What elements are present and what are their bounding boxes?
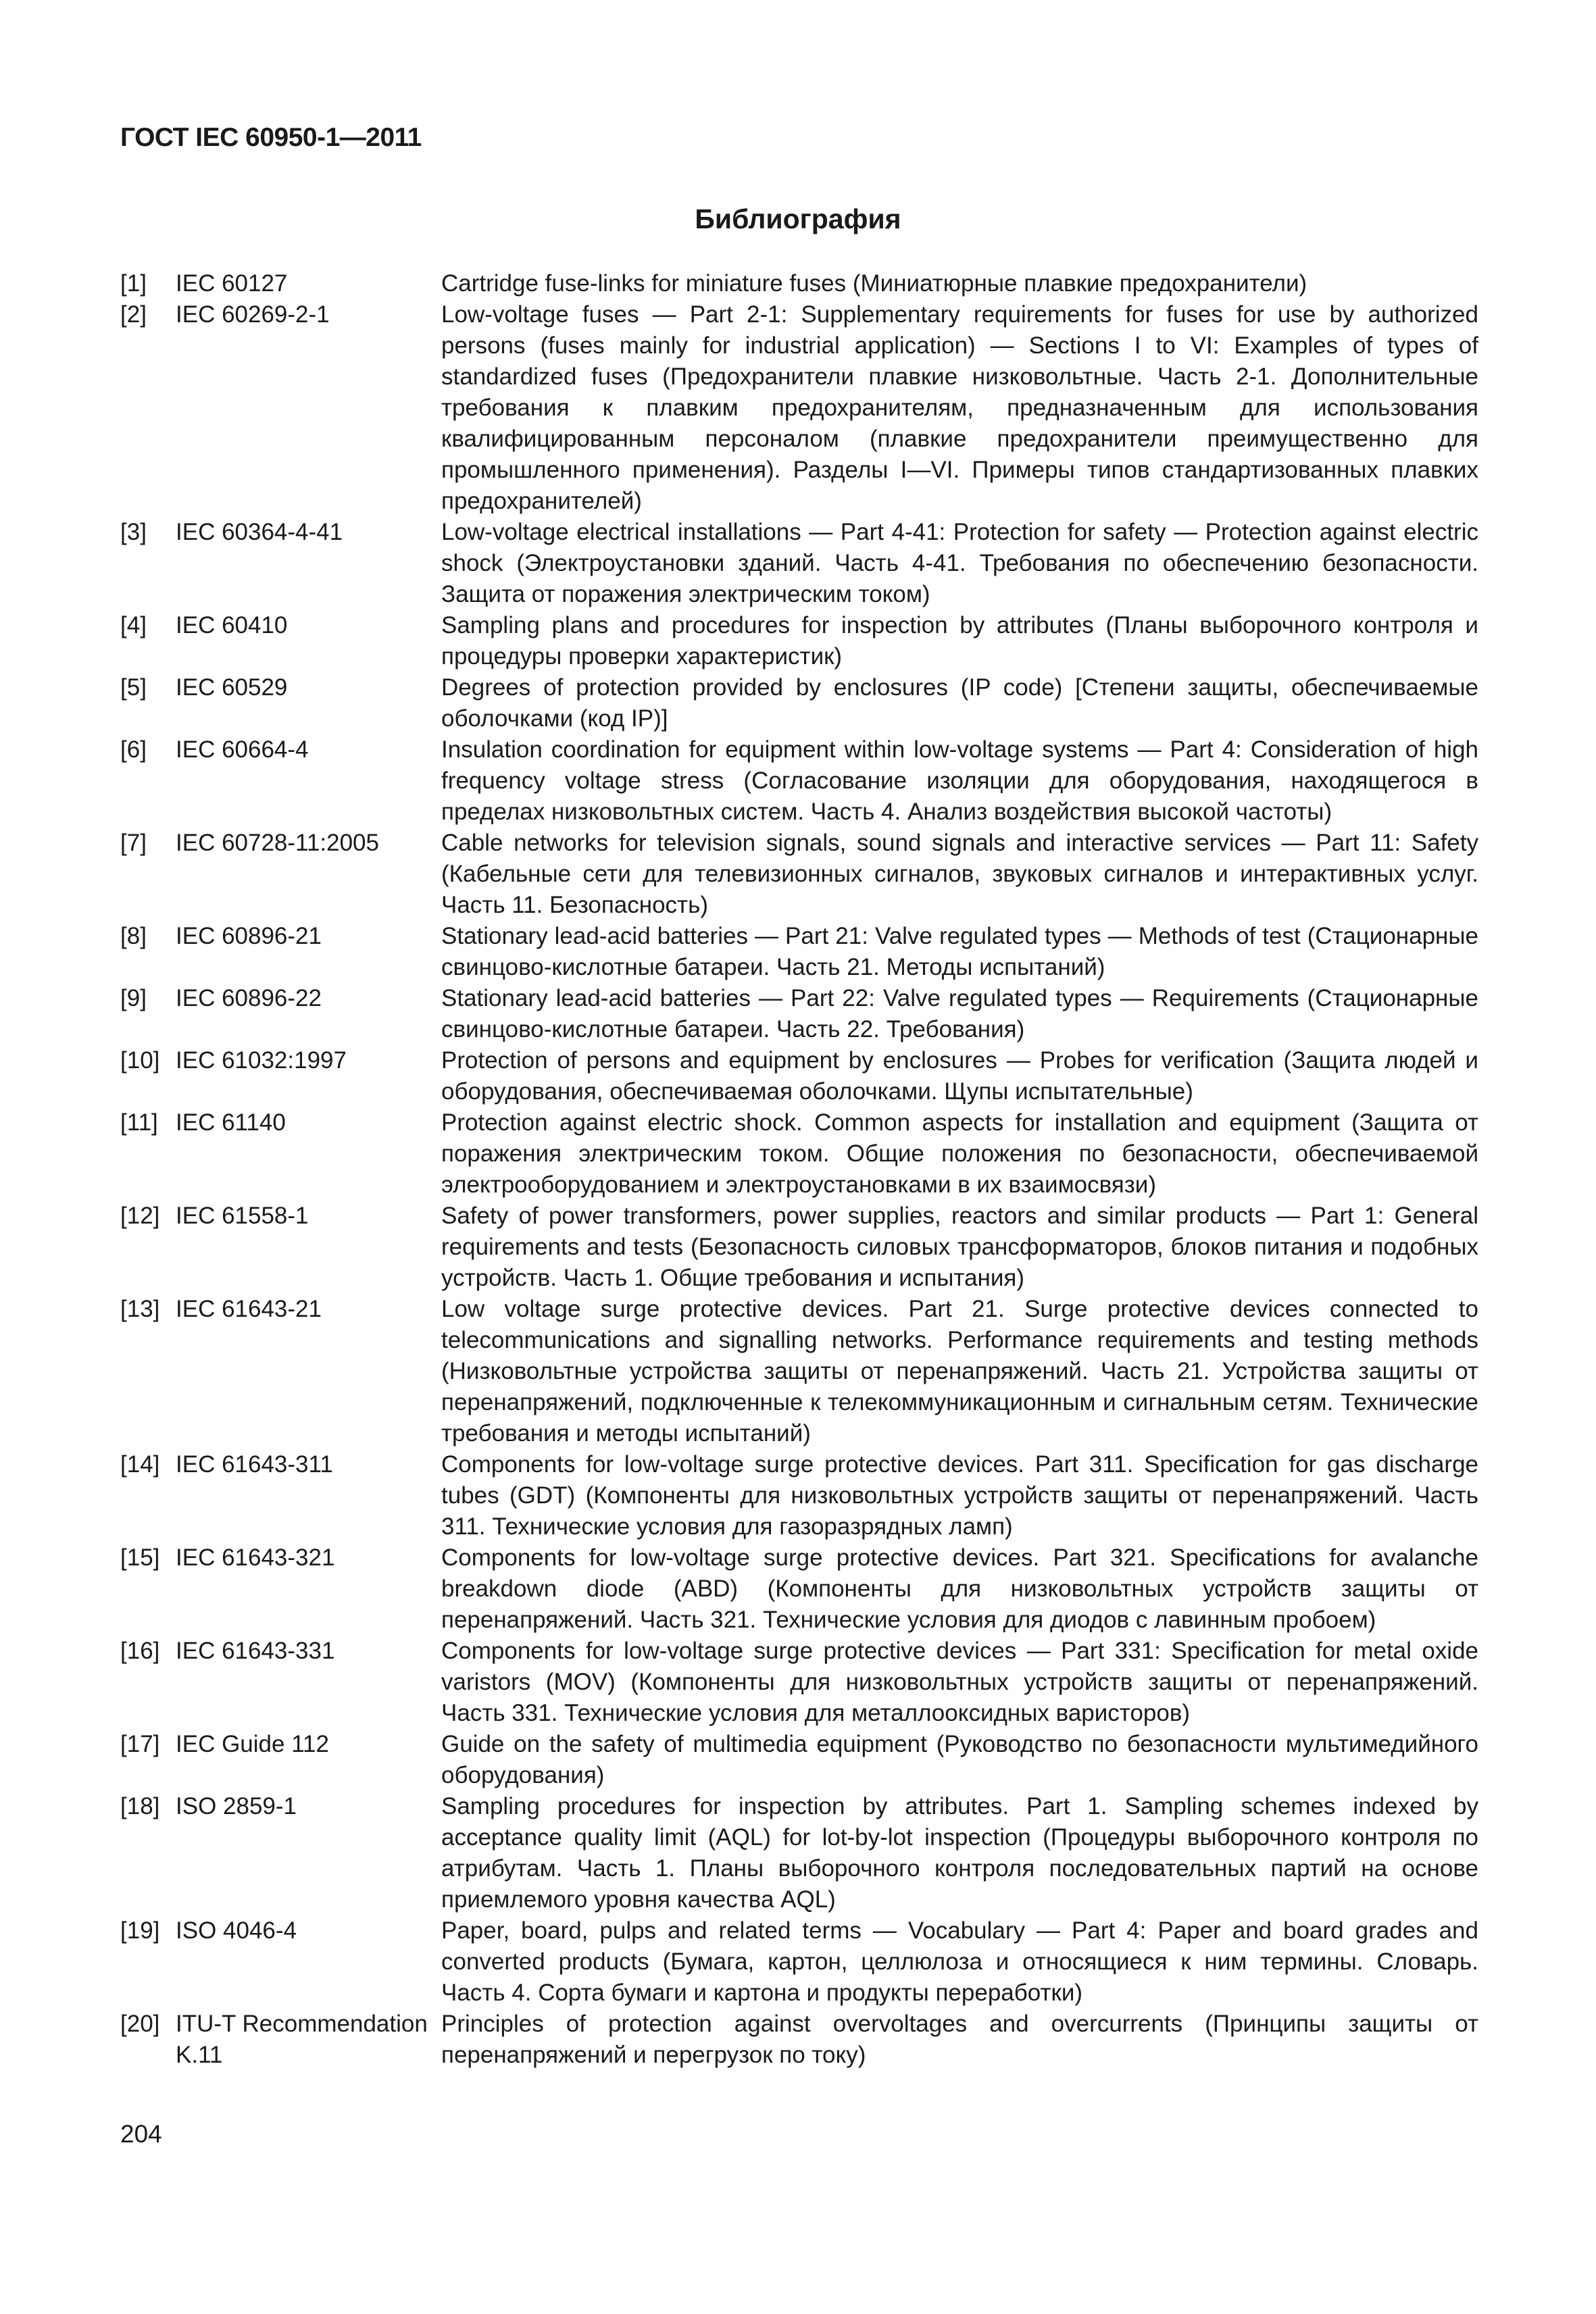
entry-number: [12] <box>120 1203 160 1229</box>
bibliography-entry <box>120 517 1478 610</box>
page-number: 204 <box>120 2120 162 2148</box>
entry-number: [2] <box>120 301 147 328</box>
entry-description: Protection against electric shock. Common aspects for installation and equipment (Защита от поражения электрическим током. Общие положения по безопасности, обеспечиваемой электрооборудованием и электроустановками в их взаимосвязи) <box>441 1109 1478 1198</box>
bibliography-entry <box>120 1201 1478 1294</box>
entry-description: Guide on the safety of multimedia equipment (Руководство по безопасности мультимедийного оборудования) <box>441 1731 1478 1788</box>
entry-number: [11] <box>120 1109 158 1136</box>
entry-description: Stationary lead-acid batteries — Part 22: Valve regulated types — Requirements (Стационарные свинцово-кислотные батареи. Часть 22. Требования) <box>441 985 1478 1042</box>
entry-standard-code: IEC 61643-331 <box>176 1638 335 1664</box>
entry-description: Sampling procedures for inspection by attributes. Part 1. Sampling schemes indexed by acceptance quality limit (AQL) for lot-by-lot inspection (Процедуры выборочного контроля по атрибутам. Часть 1. Планы выборочного контроля последовательных партий на основе приемлемого уровня качества AQL) <box>441 1793 1478 1913</box>
bibliography-entry <box>120 1791 1478 1915</box>
entry-standard-code: IEC 60896-21 <box>176 923 322 949</box>
entry-standard-code: IEC 60364-4-41 <box>176 519 343 545</box>
bibliography-entry <box>120 672 1478 734</box>
entry-description: Protection of persons and equipment by enclosures — Probes for verification (Защита людей и оборудования, обеспечиваемая оболочками. Щупы испытательные) <box>441 1047 1478 1105</box>
bibliography-entry <box>120 268 1478 299</box>
entry-standard-code: ISO 4046-4 <box>176 1917 297 1944</box>
bibliography-entry <box>120 1729 1478 1791</box>
entry-standard-code: IEC 61140 <box>176 1109 286 1136</box>
entry-description: Low-voltage electrical installations — Part 4-41: Protection for safety — Protection against electric shock (Электроустановки зданий. Часть 4-41. Требования по обеспечению безопасности. Защита от поражения электрическим током) <box>441 519 1478 607</box>
entry-standard-code: IEC 60728-11:2005 <box>176 830 379 856</box>
entry-standard-code: IEC 61643-311 <box>176 1451 333 1478</box>
entry-standard-code: ITU-T Recommendation K.11 <box>176 2011 428 2068</box>
bibliography-entry <box>120 2009 1478 2071</box>
entry-standard-code: IEC 60664-4 <box>176 736 309 763</box>
entry-standard-code: ISO 2859-1 <box>176 1793 297 1819</box>
section-title: Библиография <box>695 203 901 234</box>
entry-description: Cable networks for television signals, sound signals and interactive services — Part 11: Safety (Кабельные сети для телевизионных сигналов, звуковых сигналов и интерактивных услуг. Часть 11. Безопасность) <box>441 830 1478 918</box>
bibliography-entry <box>120 610 1478 672</box>
entry-number: [7] <box>120 830 147 856</box>
entry-number: [9] <box>120 985 147 1011</box>
entry-number: [19] <box>120 1917 160 1944</box>
entry-standard-code: IEC 61032:1997 <box>176 1047 347 1074</box>
entry-standard-code: IEC 61558-1 <box>176 1203 309 1229</box>
entry-standard-code: IEC Guide 112 <box>176 1731 329 1757</box>
entry-description: Components for low-voltage surge protective devices. Part 311. Specification for gas discharge tubes (GDT) (Компоненты для низковольтных устройств защиты от перенапряжений. Часть 311. Технические условия для газоразрядных ламп) <box>441 1451 1478 1540</box>
bibliography-entry <box>120 1636 1478 1729</box>
bibliography-entry <box>120 983 1478 1045</box>
entry-number: [15] <box>120 1544 160 1571</box>
entry-number: [16] <box>120 1638 160 1664</box>
bibliography-entry <box>120 828 1478 921</box>
bibliography-entry <box>120 1449 1478 1542</box>
bibliography-entry <box>120 1294 1478 1449</box>
entry-number: [8] <box>120 923 147 949</box>
entry-description: Cartridge fuse-links for miniature fuses (Миниатюрные плавкие предохранители) <box>441 270 1307 297</box>
entry-number: [10] <box>120 1047 160 1074</box>
entry-description: Principles of protection against overvoltages and overcurrents (Принципы защиты от перенапряжений и перегрузок по току) <box>441 2011 1478 2068</box>
entry-standard-code: IEC 60127 <box>176 270 288 297</box>
entry-standard-code: IEC 61643-321 <box>176 1544 335 1571</box>
entry-description: Degrees of protection provided by enclosures (IP code) [Степени защиты, обеспечиваемые оболочками (код IP)] <box>441 674 1478 732</box>
bibliography-entry <box>120 1107 1478 1201</box>
entry-description: Low voltage surge protective devices. Part 21. Surge protective devices connected to telecommunications and signalling networks. Performance requirements and testing methods (Низковольтные устройства защиты от перенапряжений. Часть 21. Устройства защиты от перенапряжений, подключенные к телекоммуникационным и сигнальным сетям. Технические требования и методы испытаний) <box>441 1296 1478 1447</box>
entry-description: Low-voltage fuses — Part 2-1: Supplementary requirements for fuses for use by authorized persons (fuses mainly for industrial application) — Sections I to VI: Examples of types of standardized fuses (Предохранители плавкие низковольтные. Часть 2-1. Дополнительные требования к плавким предохранителям, предназначенным для использования квалифицированным персоналом (плавкие предохранители преимущественно для промышленного применения). Разделы I—VI. Примеры типов стандартизованных плавких предохранителей) <box>441 301 1478 514</box>
bibliography-entry <box>120 1542 1478 1636</box>
bibliography-entry <box>120 299 1478 517</box>
entry-standard-code: IEC 60269-2-1 <box>176 301 330 328</box>
bibliography-list <box>120 268 1478 2071</box>
entry-description: Safety of power transformers, power supplies, reactors and similar products — Part 1: General requirements and tests (Безопасность силовых трансформаторов, блоков питания и подобных устройств. Часть 1. Общие требования и испытания) <box>441 1203 1478 1291</box>
entry-standard-code: IEC 60410 <box>176 612 288 638</box>
bibliography-entry <box>120 734 1478 828</box>
entry-number: [14] <box>120 1451 160 1478</box>
entry-description: Insulation coordination for equipment within low-voltage systems — Part 4: Consideration of high frequency voltage stress (Согласование изоляции для оборудования, находящегося в пределах низковольтных систем. Часть 4. Анализ воздействия высокой частоты) <box>441 736 1478 825</box>
entry-standard-code: IEC 61643-21 <box>176 1296 322 1322</box>
entry-description: Stationary lead-acid batteries — Part 21: Valve regulated types — Methods of test (Стационарные свинцово-кислотные батареи. Часть 21. Методы испытаний) <box>441 923 1478 980</box>
entry-number: [18] <box>120 1793 160 1819</box>
entry-number: [6] <box>120 736 147 763</box>
entry-number: [4] <box>120 612 147 638</box>
entry-number: [17] <box>120 1731 160 1757</box>
entry-number: [13] <box>120 1296 160 1322</box>
entry-number: [3] <box>120 519 147 545</box>
entry-number: [1] <box>120 270 147 297</box>
entry-description: Paper, board, pulps and related terms — Vocabulary — Part 4: Paper and board grades and converted products (Бумага, картон, целлюлоза и относящиеся к ним термины. Словарь. Часть 4. Сорта бумаги и картона и продукты переработки) <box>441 1917 1478 2006</box>
bibliography-entry <box>120 1915 1478 2009</box>
entry-description: Components for low-voltage surge protective devices — Part 331: Specification for metal oxide varistors (MOV) (Компоненты для низковольтных устройств защиты от перенапряжений. Часть 331. Технические условия для металлооксидных варисторов) <box>441 1638 1478 1726</box>
bibliography-entry <box>120 921 1478 983</box>
entry-description: Sampling plans and procedures for inspection by attributes (Планы выборочного контроля и процедуры проверки характеристик) <box>441 612 1478 670</box>
bibliography-entry <box>120 1045 1478 1107</box>
document-header: ГОСТ IEC 60950-1—2011 <box>120 123 422 152</box>
entry-number: [5] <box>120 674 147 701</box>
entry-description: Components for low-voltage surge protective devices. Part 321. Specifications for avalanche breakdown diode (ABD) (Компоненты для низковольтных устройств защиты от перенапряжений. Часть 321. Технические условия для диодов с лавинным пробоем) <box>441 1544 1478 1633</box>
entry-standard-code: IEC 60529 <box>176 674 288 701</box>
entry-number: [20] <box>120 2011 160 2037</box>
entry-standard-code: IEC 60896-22 <box>176 985 322 1011</box>
